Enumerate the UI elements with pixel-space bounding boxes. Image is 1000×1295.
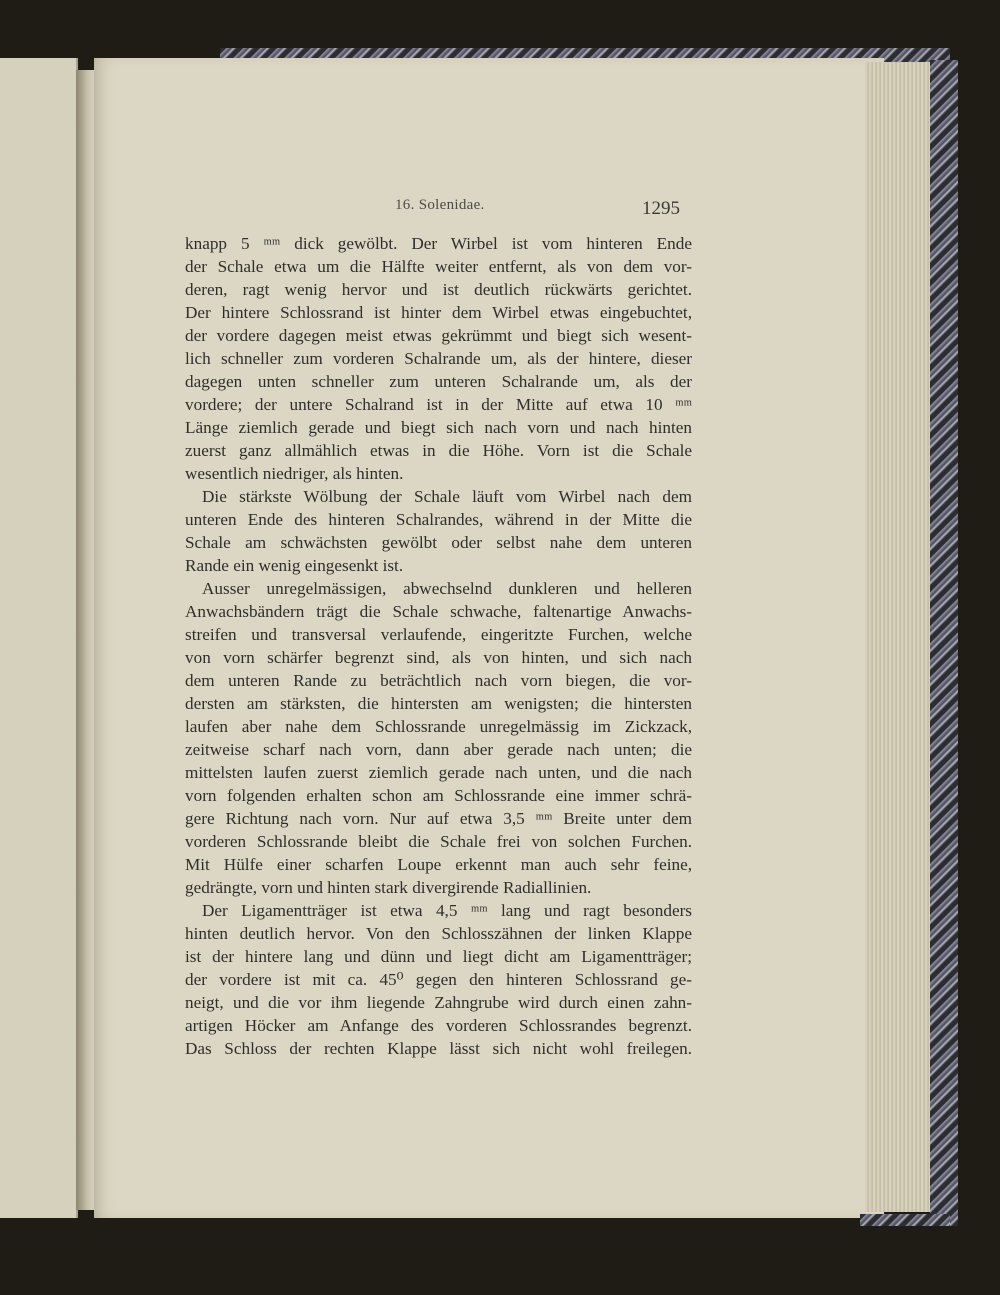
text-line: lich schneller zum vorderen Schalrande um, als der hintere, dieser [185, 349, 692, 368]
page-block-edges [865, 62, 931, 1212]
text-line: artigen Höcker am Anfange des vorderen Schlossrandes begrenzt. [185, 1016, 692, 1035]
page-number: 1295 [642, 198, 680, 219]
marbled-cover-edge [930, 60, 958, 1226]
text-line: knapp 5 ᵐᵐ dick gewölbt. Der Wirbel ist vom hinteren Ende [185, 234, 692, 253]
text-line: vorn folgenden erhalten schon am Schlossrande eine immer schrä- [185, 786, 692, 805]
text-line: von vorn schärfer begrenzt sind, als von hinten, und sich nach [185, 648, 692, 667]
text-line: Anwachsbändern trägt die Schale schwache, faltenartige Anwachs- [185, 602, 692, 621]
body-text [185, 232, 692, 1060]
text-line: unteren Ende des hinteren Schalrandes, während in der Mitte die [185, 510, 692, 529]
text-line: Die stärkste Wölbung der Schale läuft vom Wirbel nach dem [202, 487, 692, 506]
left-page-edge [0, 58, 78, 1218]
text-line: laufen aber nahe dem Schlossrande unregelmässig im Zickzack, [185, 717, 692, 736]
text-line: deren, ragt wenig hervor und ist deutlich rückwärts gerichtet. [185, 280, 692, 299]
text-line: der Schale etwa um die Hälfte weiter entfernt, als von dem vor- [185, 257, 692, 276]
text-line: der vordere ist mit ca. 45⁰ gegen den hinteren Schlossrand ge- [185, 970, 692, 989]
text-line: zeitweise scharf nach vorn, dann aber gerade nach unten; die [185, 740, 692, 759]
text-line: Länge ziemlich gerade und biegt sich nach vorn und nach hinten [185, 418, 692, 437]
text-line: neigt, und die vor ihm liegende Zahngrube wird durch einen zahn- [185, 993, 692, 1012]
text-line: mittelsten laufen zuerst ziemlich gerade nach unten, und die nach [185, 763, 692, 782]
text-line: dersten am stärksten, die hintersten am wenigsten; die hintersten [185, 694, 692, 713]
text-line: Rande ein wenig eingesenkt ist. [185, 556, 404, 575]
text-line: dem unteren Rande zu beträchtlich nach vorn biegen, die vor- [185, 671, 692, 690]
text-line: gere Richtung nach vorn. Nur auf etwa 3,5 ᵐᵐ Breite unter dem [185, 809, 692, 828]
text-line: gedrängte, vorn und hinten stark divergirende Radiallinien. [185, 878, 592, 897]
book-gutter [76, 70, 96, 1210]
text-line: Der hintere Schlossrand ist hinter dem Wirbel etwas eingebuchtet, [185, 303, 692, 322]
text-line: hinten deutlich hervor. Von den Schlosszähnen der linken Klappe [185, 924, 692, 943]
running-head: 16. Solenidae. [395, 197, 485, 213]
text-line: ist der hintere lang und dünn und liegt dicht am Ligamentträger; [185, 947, 692, 966]
text-line: wesentlich niedriger, als hinten. [185, 464, 404, 483]
text-line: Schale am schwächsten gewölbt oder selbst nahe dem unteren [185, 533, 692, 552]
text-line: der vordere dagegen meist etwas gekrümmt und biegt sich wesent- [185, 326, 692, 345]
binding-bottom-edge [860, 1214, 950, 1226]
text-line: vordere; der untere Schalrand ist in der Mitte auf etwa 10 ᵐᵐ [185, 395, 692, 414]
text-line: Das Schloss der rechten Klappe lässt sich nicht wohl freilegen. [185, 1039, 692, 1058]
text-line: Ausser unregelmässigen, abwechselnd dunkleren und helleren [202, 579, 692, 598]
text-line: Der Ligamentträger ist etwa 4,5 ᵐᵐ lang und ragt besonders [202, 901, 692, 920]
text-line: zuerst ganz allmählich etwas in die Höhe. Vorn ist die Schale [185, 441, 692, 460]
text-line: dagegen unten schneller zum unteren Schalrande um, als der [185, 372, 692, 391]
text-line: Mit Hülfe einer scharfen Loupe erkennt man auch sehr feine, [185, 855, 692, 874]
text-line: vorderen Schlossrande bleibt die Schale frei von solchen Furchen. [185, 832, 692, 851]
text-line: streifen und transversal verlaufende, eingeritzte Furchen, welche [185, 625, 692, 644]
